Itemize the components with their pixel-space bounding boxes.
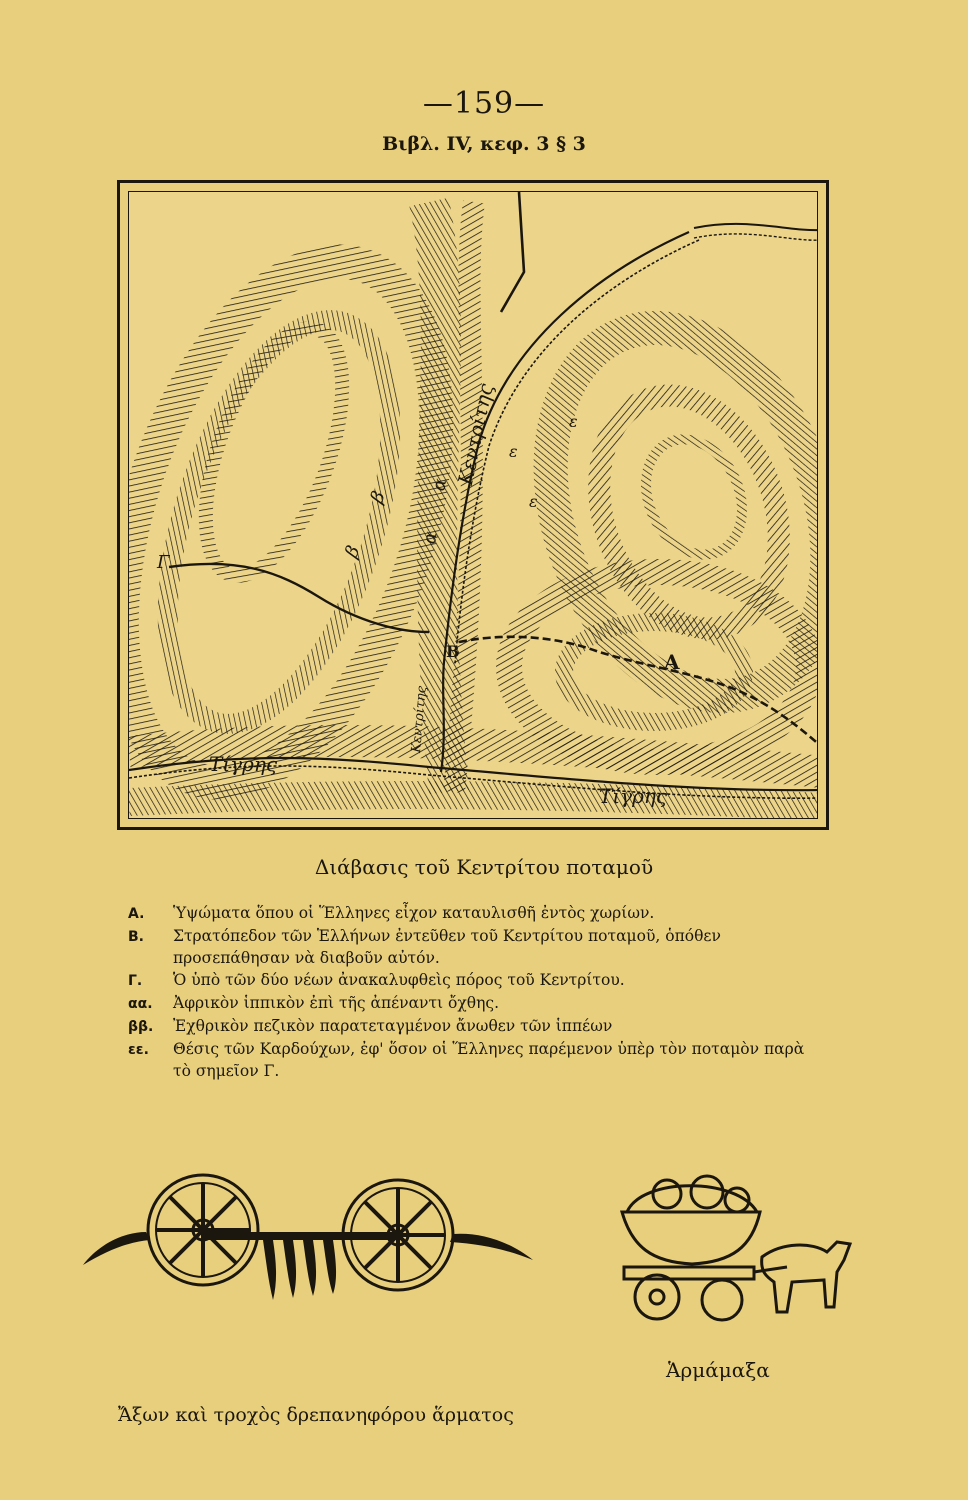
legend-text: Θέσις τῶν Καρδούχων, ἐφ' ὅσον οἱ Ἕλληνες παρέμενον ὑπὲρ τὸν ποταμὸν παρὰ τὸ σημεῖον Γ.: [173, 1040, 805, 1080]
map-area: [128, 191, 818, 819]
legend-row: [128, 992, 818, 1015]
legend-row: [128, 902, 818, 925]
map-label-epsilon-2: ε: [529, 492, 538, 511]
legend-row: [128, 1038, 818, 1082]
map-label-kentrites-lower: Κεντρίτης: [409, 685, 430, 754]
legend-text: Ἐχθρικὸν πεζικὸν παρατεταγμένον ἄνωθεν τῶν ἱππέων: [173, 1017, 613, 1035]
legend-text: Στρατόπεδον τῶν Ἑλλήνων ἐντεῦθεν τοῦ Κεντρίτου ποταμοῦ, ὁπόθεν προσεπάθησαν νὰ διαβοῦν αὐτόν.: [173, 927, 721, 967]
legend-key: ββ.: [128, 1019, 154, 1035]
page-number: —159—: [422, 86, 546, 121]
legend-text: Ἀφρικὸν ἱππικὸν ἐπὶ τῆς ἀπέναντι ὄχθης.: [173, 994, 500, 1012]
legend-row: [128, 969, 818, 992]
legend-row: [128, 925, 818, 969]
legend-key: Γ.: [128, 973, 143, 989]
map-label-alpha-pair: α α: [419, 459, 455, 546]
map-label-tigris-right: Τίγρης: [599, 784, 668, 808]
legend: [128, 902, 818, 1082]
legend-text: Ὁ ὑπὸ τῶν δύο νέων ἀνακαλυφθεὶς πόρος τοῦ Κεντρίτου.: [173, 971, 625, 989]
legend-text: Ὑψώματα ὅπου οἱ Ἕλληνες εἶχον καταυλισθῆ ἐντὸς χωρίων.: [173, 904, 655, 922]
map-label-beta-pair: β β: [341, 468, 400, 561]
legend-key: A.: [128, 906, 145, 922]
map-drawing: [129, 192, 818, 819]
legend-key: B.: [128, 929, 144, 945]
running-head: Βιβλ. IV, κεφ. 3 § 3: [382, 133, 586, 155]
legend-row: [128, 1015, 818, 1038]
legend-key: αα.: [128, 996, 153, 1012]
hills: [129, 202, 818, 819]
map-label-epsilon-1: ε: [509, 442, 518, 461]
harmamaxa-label: Ἁρμάμαξα: [666, 1358, 770, 1382]
map-figure: [117, 180, 829, 830]
map-label-point-b: B: [446, 642, 460, 661]
scythed-chariot-illustration: [78, 1170, 538, 1305]
map-caption: Διάβασις τοῦ Κεντρίτου ποταμοῦ: [314, 855, 654, 879]
map-label-tigris-left: Τίγρης: [209, 752, 278, 776]
map-label-epsilon-3: ε: [569, 412, 578, 431]
map-label-kentrites: Κεντρίτης: [453, 381, 498, 487]
map-label-point-a: A: [664, 650, 680, 674]
chariot-label: Ἄξων καὶ τροχὸς δρεπανηφόρου ἅρματος: [118, 1404, 514, 1426]
legend-key: εε.: [128, 1042, 149, 1058]
harmamaxa-illustration: [612, 1172, 857, 1332]
map-label-point-gamma: Γ: [157, 552, 170, 573]
